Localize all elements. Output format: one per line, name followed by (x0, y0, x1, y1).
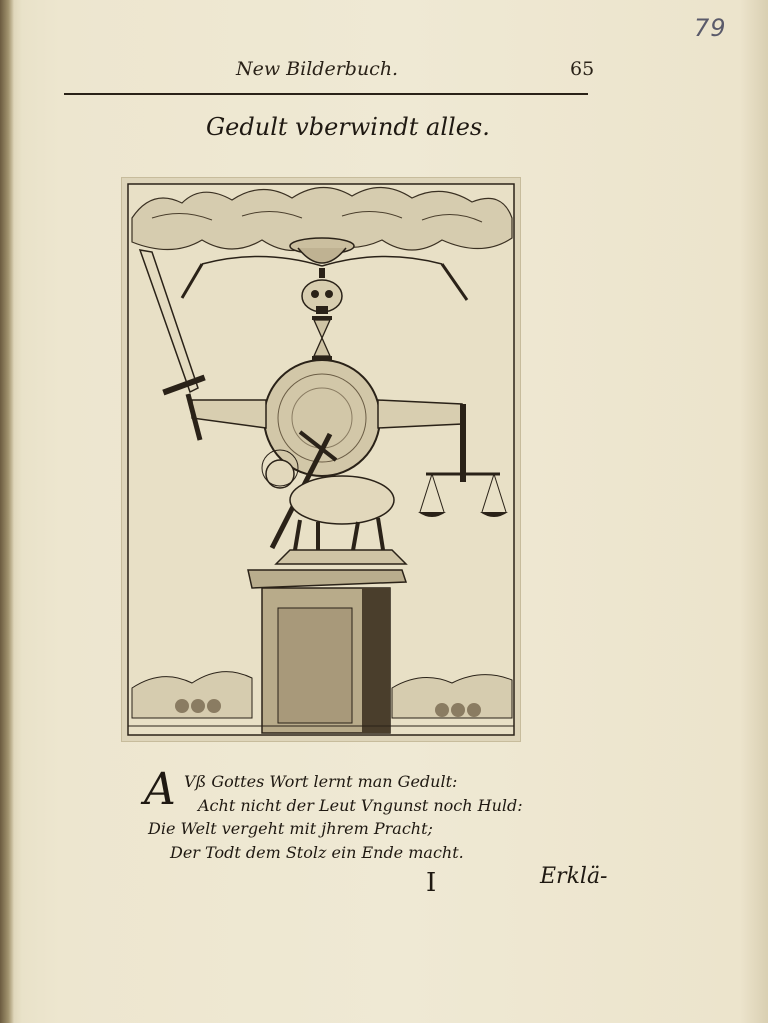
header-rule (64, 93, 588, 95)
emblem-engraving (122, 178, 520, 741)
verse-line: Acht nicht der Leut Vngunst noch Huld: (198, 795, 523, 815)
catchword: Erklä- (540, 864, 608, 889)
emblem-motto: Gedult vberwindt alles. (206, 113, 490, 141)
verse-block (148, 770, 548, 864)
verse-line: Vß Gottes Wort lernt man Gedult: (184, 772, 458, 791)
verse-line: Die Welt vergeht mit jhrem Pracht; (148, 819, 433, 838)
pencil-folio-number: 79 (694, 14, 727, 42)
page-number: 65 (570, 58, 595, 80)
verse-line: Der Todt dem Stolz ein Ende macht. (170, 842, 464, 862)
running-head: New Bilderbuch. (236, 58, 399, 80)
engraving-illustration (122, 178, 520, 741)
gutter-shadow (0, 0, 14, 1023)
signature-mark: I (426, 868, 437, 898)
drop-initial: A (144, 764, 176, 815)
